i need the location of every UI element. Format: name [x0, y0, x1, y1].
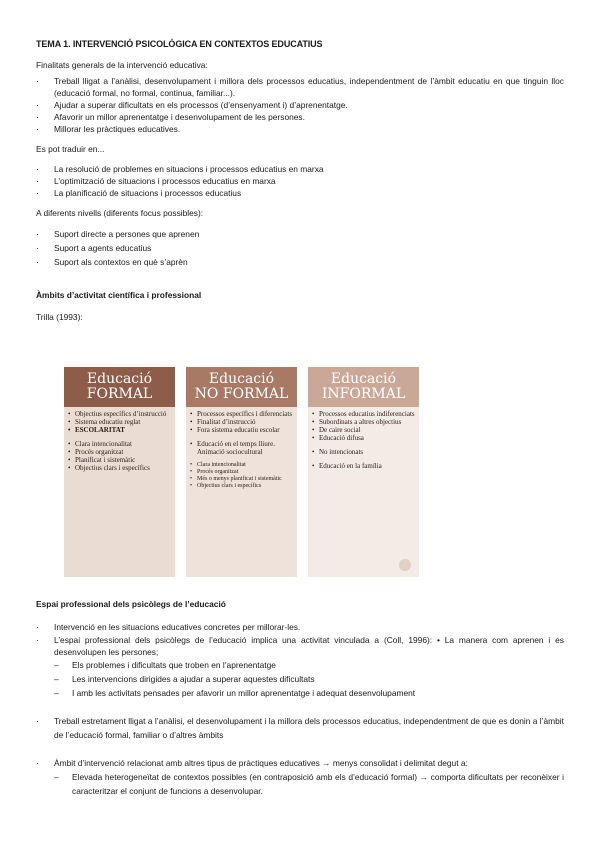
formal-title-line2: FORMAL: [86, 386, 153, 402]
list-item: · Treball estretament lligat a l’anàlisi, el desenvolupament i la millora dels processos educatius, independentment de que es donin a l’àmbit de l’educació formal, familiar o d’altres àmbits: [36, 714, 564, 742]
no-formal-body: [186, 407, 297, 577]
espai-list-2: [36, 714, 564, 742]
espai-sublist-2: [36, 770, 564, 798]
list-item: • Objectius clars i específics: [190, 483, 293, 490]
list-item: · Suport directe a persones que aprenen: [36, 227, 564, 241]
nivells-heading: A diferents nivells (diferents focus possibles):: [36, 208, 204, 218]
espai-list-3: [36, 756, 564, 770]
formal-title-line1: Educació: [86, 371, 153, 387]
list-item: • Planificat i sistemàtic: [68, 456, 171, 464]
formal-body: [64, 407, 175, 577]
list-item: • Procés organitzat: [68, 448, 171, 456]
trilla-source: Trilla (1993):: [36, 312, 83, 322]
formal-column: [64, 367, 175, 577]
list-item: • Clara intencionalitat: [68, 440, 171, 448]
list-item: · Ajudar a superar dificultats en els processos (d’ensenyament i) d’aprenentatge.: [36, 99, 564, 111]
list-item: • Fora sistema educatiu escolar: [190, 426, 293, 434]
informal-title-line2: INFORMAL: [321, 386, 406, 402]
list-item: • Més o menys planificat i sistemàtic: [190, 476, 293, 483]
list-item: · La planificació de situacions i processos educatius: [36, 187, 564, 199]
list-item: – I amb les activitats pensades per afavorir un millor aprenentatge i adequat desenvolupament: [36, 686, 564, 700]
informal-header: [308, 367, 419, 407]
list-item: · Àmbit d’intervenció relacionat amb altres tipus de pràctiques educatives → menys consolidat i delimitat degut a:: [36, 756, 564, 770]
list-item: • Processos educatius indiferenciats: [312, 410, 415, 418]
list-item: · Intervenció en les situacions educatives concretes per millorar-les.: [36, 620, 564, 634]
no-formal-title-line2: NO FORMAL: [194, 386, 289, 402]
education-types-diagram: [64, 367, 420, 577]
informal-column: [308, 367, 419, 577]
list-item: · La resolució de problemes en situacions i processos educatius en marxa: [36, 163, 564, 175]
list-item: · Treball lligat a l’anàlisi, desenvolupament i millora dels processos educatius, independentment de l’àmbit educatiu en que tinguin lloc (educació formal, no formal, continua, familiar...).: [36, 75, 564, 99]
list-item: • Objectius específics d’instrucció: [68, 410, 171, 418]
no-formal-title-line1: Educació: [208, 371, 275, 387]
list-item: • Educació en la família: [312, 462, 415, 470]
espai-sublist: [36, 658, 564, 700]
ambits-heading: Àmbits d’activitat científica i professional: [36, 290, 202, 300]
list-item: · L’optimització de situacions i processos educatius en marxa: [36, 175, 564, 187]
document-page: [36, 32, 564, 323]
espai-section: [36, 598, 564, 798]
no-formal-header: [186, 367, 297, 407]
decorative-seal-icon: [399, 559, 411, 571]
formal-header: [64, 367, 175, 407]
espai-heading: Espai professional dels psicòlegs de l’educació: [36, 599, 226, 609]
informal-body: [308, 407, 419, 577]
list-item: • ESCOLARITAT: [68, 426, 171, 434]
list-item: • Finalitat d’instrucció: [190, 418, 293, 426]
espai-list: [36, 620, 564, 658]
list-item: • Objectius clars i específics: [68, 464, 171, 472]
list-item: – Elevada heterogeneïtat de contextos possibles (en contraposició amb els d’educació formal) → comporta dificultats per reconèixer i caracteritzar el conjunt de funcions a desenvolupar.: [36, 770, 564, 798]
informal-title-line1: Educació: [330, 371, 397, 387]
list-item: • De caire social: [312, 426, 415, 434]
list-item: – Els problemes i dificultats que troben en l’aprenentatge: [36, 658, 564, 672]
document-title: TEMA 1. INTERVENCIÓ PSICOLÒGICA EN CONTEXTOS EDUCATIUS: [36, 39, 323, 49]
traduir-list: [36, 163, 564, 199]
list-item: • Processos específics i diferenciats: [190, 410, 293, 418]
list-item: · Suport a agents educatius: [36, 241, 564, 255]
finalitats-list: [36, 75, 564, 135]
list-item: · Suport als contextos en què s’aprèn: [36, 255, 564, 269]
list-item: • Educació difusa: [312, 434, 415, 442]
list-item: · L’espai professional dels psicòlegs de l’educació implica una activitat vinculada a (Coll, 1996): • La manera com aprenen i es desenvolupen les persones;: [36, 634, 564, 658]
list-item: • Procés organitzat: [190, 469, 293, 476]
list-item: · Millorar les pràctiques educatives.: [36, 123, 564, 135]
no-formal-column: [186, 367, 297, 577]
finalitats-heading: Finalitats generals de la intervenció educativa:: [36, 60, 208, 70]
list-item: – Les intervencions dirigides a ajudar a superar aquestes dificultats: [36, 672, 564, 686]
list-item: • Sistema educatiu reglat: [68, 418, 171, 426]
list-item: · Afavorir un millor aprenentatge i desenvolupament de les persones.: [36, 111, 564, 123]
list-item: • Educació en el temps lliure. Animació sociocultural: [190, 440, 293, 456]
list-item: • Subordinats a altres objectius: [312, 418, 415, 426]
traduir-heading: Es pot traduir en...: [36, 144, 105, 154]
nivells-list: [36, 227, 564, 269]
list-item: • No intencionats: [312, 448, 415, 456]
list-item: • Clara intencionalitat: [190, 462, 293, 469]
